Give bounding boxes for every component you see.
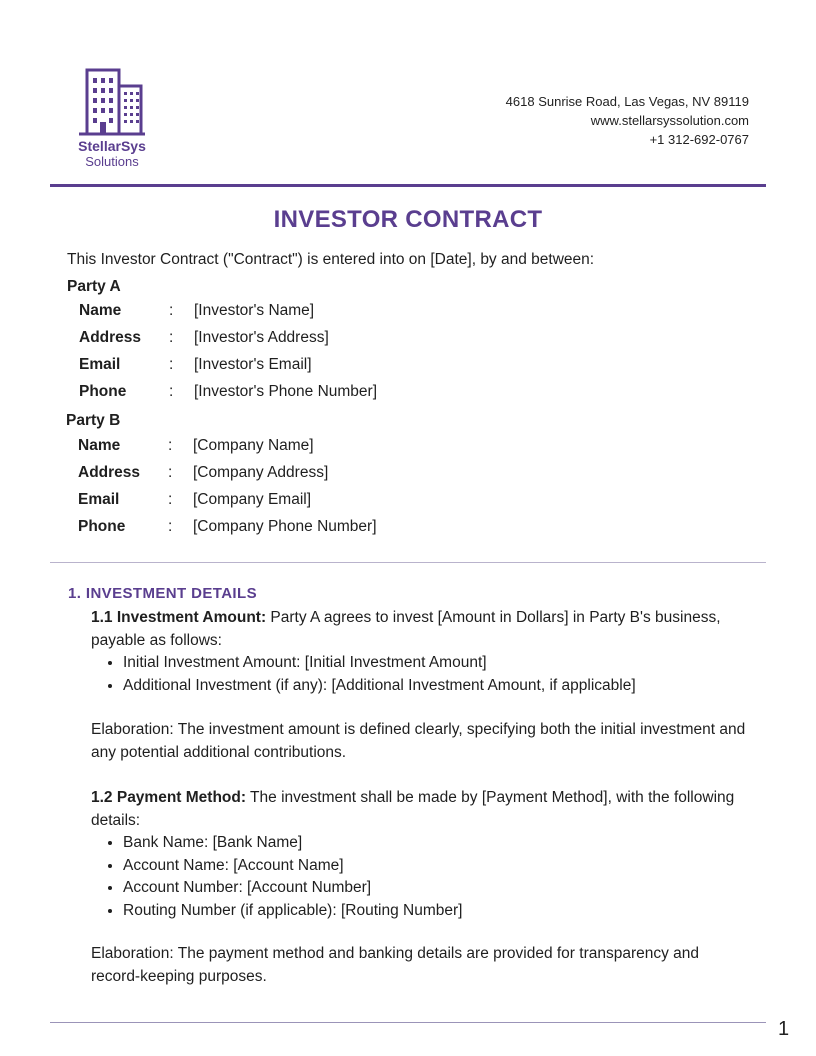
page-number: 1: [778, 1018, 790, 1040]
section-1-1-elaboration: Elaboration: The investment amount is defined clearly, specifying both the initial investment and any potential additional contributions.: [91, 721, 746, 761]
party-b-heading: Party B: [66, 412, 121, 429]
party-b-row-name: [78, 437, 377, 464]
company-name: StellarSys: [78, 138, 146, 154]
section-1-2: [91, 787, 746, 922]
field-colon: :: [169, 302, 174, 319]
field-colon: :: [168, 518, 173, 535]
company-subname: Solutions: [85, 154, 139, 169]
field-colon: :: [168, 464, 173, 481]
field-colon: :: [169, 329, 174, 346]
party-b-row-phone: [78, 518, 377, 545]
party-a-details: [79, 302, 377, 410]
list-item: • Bank Name: [Bank Name]: [123, 832, 746, 855]
contact-block: [506, 92, 749, 149]
contact-website: www.stellarsyssolution.com: [590, 113, 749, 128]
field-value: [Investor's Phone Number]: [194, 383, 378, 400]
list-item: • Initial Investment Amount: [Initial Investment Amount]: [123, 652, 746, 675]
field-label: Address: [79, 329, 142, 346]
field-label: Name: [78, 437, 121, 454]
party-a-row-name: [79, 302, 377, 329]
section-1-2-elaboration: Elaboration: The payment method and banking details are provided for transparency and record-keeping purposes.: [91, 945, 700, 985]
intro-text: This Investor Contract ("Contract") is entered into on [Date], by and between:: [67, 251, 595, 268]
section-1-1: [91, 607, 746, 697]
list-item: • Additional Investment (if any): [Additional Investment Amount, if applicable]: [123, 675, 746, 698]
contact-address: 4618 Sunrise Road, Las Vegas, NV 89119: [505, 94, 749, 109]
field-value: [Investor's Name]: [194, 302, 315, 319]
section-1-1-label: 1.1 Investment Amount:: [91, 609, 267, 626]
header-divider: [50, 184, 766, 187]
list-item: • Account Name: [Account Name]: [123, 855, 746, 878]
footer-divider: [50, 1022, 766, 1023]
party-a-row-email: [79, 356, 377, 383]
list-item: • Routing Number (if applicable): [Routing Number]: [123, 900, 746, 923]
field-colon: :: [168, 437, 173, 454]
field-value: [Company Phone Number]: [193, 518, 377, 535]
field-label: Phone: [78, 518, 126, 535]
section-1-1-list: [91, 652, 746, 697]
building-icon: [79, 66, 145, 136]
field-value: [Investor's Address]: [194, 329, 329, 346]
party-a-row-phone: [79, 383, 377, 410]
field-value: [Company Address]: [193, 464, 329, 481]
list-item: • Account Number: [Account Number]: [123, 877, 746, 900]
field-label: Address: [78, 464, 141, 481]
section-1-1-text: Party A agrees to invest [Amount in Dollars] in Party B's business, payable as follows:: [91, 609, 721, 649]
field-colon: :: [169, 356, 174, 373]
field-label: Email: [79, 356, 121, 373]
contact-phone: +1 312-692-0767: [649, 132, 749, 147]
field-value: [Company Email]: [193, 491, 312, 508]
section-1-heading: 1. INVESTMENT DETAILS: [68, 585, 257, 602]
company-logo: [70, 66, 154, 170]
section-1-2-label: 1.2 Payment Method:: [91, 789, 247, 806]
section-divider: [50, 562, 766, 563]
field-label: Name: [79, 302, 122, 319]
field-colon: :: [169, 383, 174, 400]
field-value: [Investor's Email]: [194, 356, 312, 373]
document-title: INVESTOR CONTRACT: [273, 206, 543, 233]
section-1-2-text: The investment shall be made by [Payment Method], with the following details:: [91, 789, 735, 829]
section-1-2-paragraph: [91, 787, 746, 832]
field-label: Phone: [79, 383, 127, 400]
party-b-row-address: [78, 464, 377, 491]
field-label: Email: [78, 491, 120, 508]
field-colon: :: [168, 491, 173, 508]
section-1-1-paragraph: [91, 607, 746, 652]
section-1-2-list: [91, 832, 746, 922]
party-b-row-email: [78, 491, 377, 518]
party-a-heading: Party A: [67, 278, 121, 295]
party-b-details: [78, 437, 377, 545]
field-value: [Company Name]: [193, 437, 314, 454]
party-a-row-address: [79, 329, 377, 356]
